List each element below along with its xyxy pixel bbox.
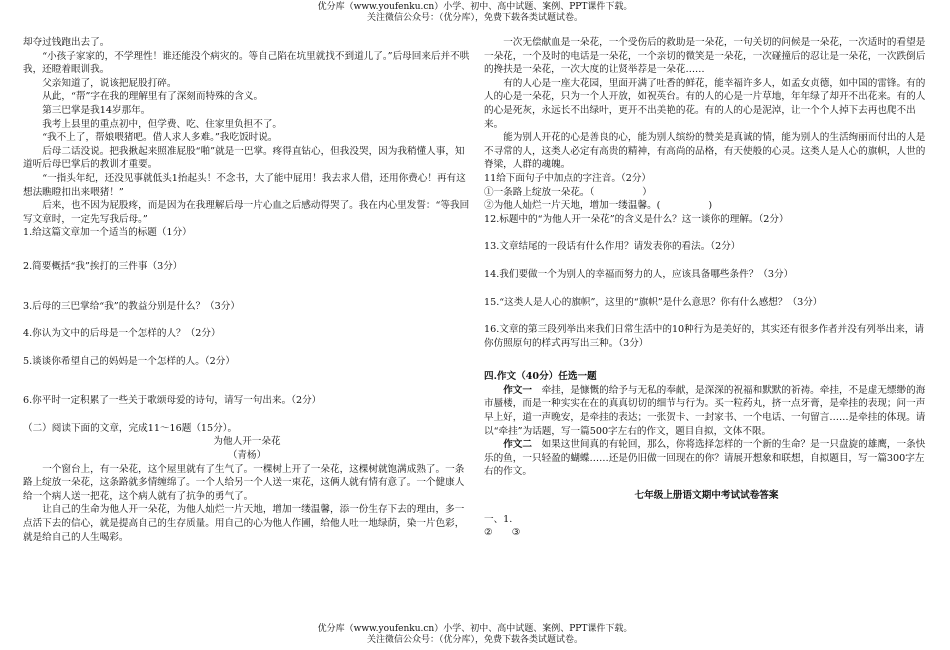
- essay-2-label: 作文二: [503, 439, 532, 451]
- story-paragraph: “一指头年纪，还没见事就低头1抬起头！不念书，大了能中屁用！我去求人借，还用你费心！再有这想法瞧瞪扣出来喂猪！”: [23, 172, 466, 198]
- question-11-item-2: ②为他人灿烂一片天地，增加一缕温馨。( ): [484, 200, 713, 212]
- question-15: 15.“这类人是人心的旗帜”，这里的“旗帜”是什么意思？你有什么感想？（3分）: [484, 296, 823, 308]
- story-paragraph: 后来，也不因为屁股疼，而是因为在我理解后母一片心血之后感动得哭了。我在内心里发誓：“等我回写文章时，一定先写我后母。”: [23, 200, 470, 225]
- page-header: [0, 2, 950, 24]
- question-11-item-1: ①一条路上绽放一朵花。（ ）: [484, 186, 652, 198]
- article-paragraph: 一个窗台上，有一朵花，这个屋里就有了生气了。一棵树上开了一朵花，这棵树就饱满成熟了。一条路上绽放一朵花，这条路就多情缠绵了。一个人给另一个人送一束花，这俩人就有情有意了。一个健康人给一个病人送一把花，这个病人就有了抗争的勇气了。: [23, 463, 465, 502]
- essay-1-text: 牵挂，是慷慨的给予与无私的奉献，是深深的祝福和默默的祈祷。牵挂，不是虚无缥缈的海市蜃楼，而是一种实实在在的真真切切的细节与行为。买一粒药丸，挤一点牙膏，是牵挂的表现；问一声早上好，道一声晚安，是牵挂的表达；一张贺卡、一封家书、一个电话、一句留言……是牵挂的体现。请以“牵挂”为话题，写一篇500字左右的作文，题目自拟，文体不限。: [484, 384, 926, 437]
- article-author: （青杨）: [227, 450, 267, 462]
- footer-line-2: 关注微信公众号：（优分库），免费下载各类试题试卷。: [366, 635, 583, 645]
- question-14: 14.我们要做一个为别人的幸福而努力的人，应该具备哪些条件？（3分）: [484, 268, 794, 280]
- question-16: 16.文章的第三段列举出来我们日常生活中的10种行为是美好的，其实还有很多作者并没有列举出来，请你仿照原句的样式再写出三种。（3分）: [484, 324, 924, 349]
- essay-1-label: 作文一: [503, 384, 532, 396]
- story-paragraph: “小孩子家家的，不学理性！谁还能没个病灾的。等自己陷在坑里就找不到道儿了。”后母回来后并不哄我，还瞪着眼训我。: [23, 50, 470, 76]
- footer-line-1: 优分库（www.youfenku.cn）小学、初中、高中试题、案例、PPT课件下载。: [317, 624, 633, 634]
- left-column: [23, 36, 471, 544]
- question-12: 12.标题中的“为他人开一朵花”的含义是什么？这一谈你的理解。（2分）: [484, 213, 789, 225]
- story-paragraph: 第三巴掌是我14岁那年。: [42, 104, 151, 116]
- answer-line-2: ② ③: [484, 527, 521, 539]
- question-4: 4.你认为文中的后母是一个怎样的人？（2分）: [23, 328, 221, 340]
- essay-2-text: 如果这世间真的有轮回，那么，你将选择怎样的一个新的生命？是一只盘旋的雄鹰，一条快乐的鱼，一只轻盈的蝴蝶……还是仍旧做一回现在的你？请展开想象和联想，自拟题目，写一篇300字左右的作文。: [484, 439, 926, 478]
- story-paragraph: 后母二话没说。把我揪起来照准屁股“啪”就是一巴掌。疼得直钻心，但我没哭，因为我稍懂人事，知道听后母巴掌后的教训才重要。: [23, 145, 465, 171]
- essay-prompt-1: [484, 384, 929, 438]
- answer-title: 七年级上册语文期中考试试卷答案: [634, 490, 779, 502]
- answer-line-1: 一、1.: [484, 513, 513, 525]
- question-13: 13.文章结尾的一段话有什么作用？请发表你的看法。（2分）: [484, 241, 741, 253]
- article-title: 为他人开一朵花: [213, 436, 281, 448]
- question-5: 5.谈谈你希望自己的妈妈是一个怎样的人。（2分）: [23, 355, 235, 367]
- story-paragraph: 我考上县里的重点初中，但学费、吃、住家里负担不了。: [42, 118, 283, 130]
- question-2: 2.简要概括“我”挨打的三件事（3分）: [23, 260, 183, 272]
- story-paragraph: 从此，“帮”字在我的理解里有了深刻而特殊的含义。: [42, 91, 264, 103]
- header-line-2: 关注微信公众号：（优分库），免费下载各类试题试卷。: [366, 13, 583, 23]
- article-paragraph: 让自己的生命为他人开一朵花，为他人灿烂一片天地，增加一缕温馨，添一份生存下去的理由，多一点活下去的信心，就是提高自己的生存质量。用自己的心为他人作圃，给他人吐一地绿荫，染一片色彩，就是给自己的人生喝彩。: [23, 504, 465, 543]
- question-3: 3.后母的三巴掌给“我”的教益分别是什么？（3分）: [23, 300, 240, 312]
- header-line-1: 优分库（www.youfenku.cn）小学、初中、高中试题、案例、PPT课件下载。: [317, 2, 633, 12]
- essay-heading: 四.作文（40分）任选一题: [484, 371, 597, 383]
- essay-prompt-2: [484, 438, 929, 479]
- article-paragraph: 能为别人开花的心是善良的心，能为别人缤纷的赞美是真诚的情，能为别人的生活绚丽而付出的人是不寻常的人，这类人必定有高贵的精神，有高尚的品格，有天使般的心灵。这类人是人心的旗帜，人世的脊梁，人群的魂魄。: [484, 132, 926, 171]
- question-6: 6.你平时一定积累了一些关于歌颂母爱的诗句，请写一句出来。（2分）: [23, 395, 322, 407]
- story-paragraph: 却夺过钱跑出去了。: [23, 37, 110, 48]
- story-paragraph: “我不上了，帮娘喂猪吧。借人求人多难。”我吃饭时说。: [42, 132, 278, 144]
- story-paragraph: 父亲知道了，说该把屁股打碎。: [42, 77, 177, 89]
- question-11: 11给下面句子中加点的字注音。（2分）: [484, 172, 652, 184]
- right-column: [484, 36, 929, 540]
- article-paragraph: 一次无偿献血是一朵花，一个受伤后的救助是一朵花，一句关切的问候是一朵花，一次适时的看望是一朵花，一个及时的电话是一朵花，一个亲切的微笑是一朵花，一次碰撞后的忍让是一朵花，一次跌倒后的搀扶是一朵花，一次大度的让贤举荐是一朵花……: [484, 37, 926, 76]
- question-1: 1.给这篇文章加一个适当的标题（1分）: [23, 227, 192, 239]
- section-2-heading: （二）阅读下面的文章，完成11～16题（15分）。: [23, 422, 238, 434]
- page-footer: [0, 624, 950, 646]
- article-paragraph: 有的人心是一座大花园，里面开满了吐香的鲜花，能幸福许多人，如孟女贞德，如中国的雷锋。有的人的心是一朵花，只为一个人开放，如祝英台。有的人的心是一片草地，年年绿了却开不出花来。有的人的心是死灰，永远长不出绿叶，更开不出美艳的花。有的人的心是泥淖，让一个个人掉下去再也爬不出来。: [484, 77, 926, 130]
